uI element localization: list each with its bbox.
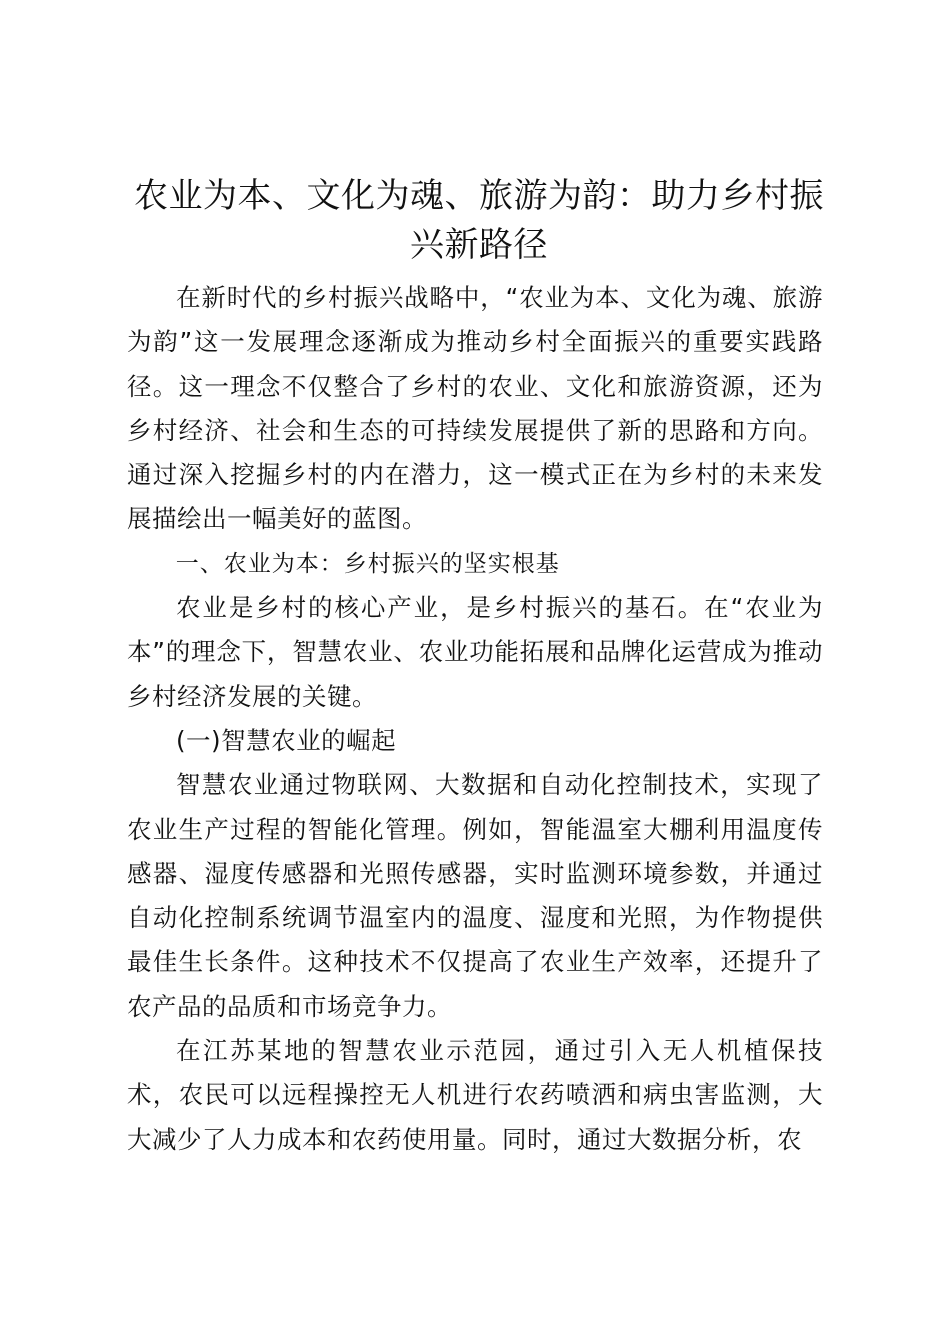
subsection-heading-1: (一)智慧农业的崛起 [176,725,397,755]
paragraph-agriculture: 农业是乡村的核心产业，是乡村振兴的基石。在“农业为本”的理念下，智慧农业、农业功能拓展和品牌化运营成为推动乡村经济发展的关键。 [127,593,823,711]
paragraph-intro: 在新时代的乡村振兴战略中，“农业为本、文化为魂、旅游为韵”这一发展理念逐渐成为推动乡村全面振兴的重要实践路径。这一理念不仅整合了乡村的农业、文化和旅游资源，还为乡村经济、社会和生态的可持续发展提供了新的思路和方向。通过深入挖掘乡村的内在潜力，这一模式正在为乡村的未来发展描绘出一幅美好的蓝图。 [127,283,823,534]
document-body [127,276,823,1162]
paragraph-jiangsu-example: 在江苏某地的智慧农业示范园，通过引入无人机植保技术，农民可以远程操控无人机进行农药喷洒和病虫害监测，大大减少了人力成本和农药使用量。同时，通过大数据分析，农 [127,1036,823,1154]
paragraph-smart-agriculture: 智慧农业通过物联网、大数据和自动化控制技术，实现了农业生产过程的智能化管理。例如，智能温室大棚利用温度传感器、湿度传感器和光照传感器，实时监测环境参数，并通过自动化控制系统调节温室内的温度、湿度和光照，为作物提供最佳生长条件。这种技术不仅提高了农业生产效率，还提升了农产品的品质和市场竞争力。 [127,770,823,1021]
section-heading-1: 一、农业为本：乡村振兴的坚实根基 [175,550,560,577]
document-title: 农业为本、文化为魂、旅游为韵：助力乡村振兴新路径 [134,176,824,265]
